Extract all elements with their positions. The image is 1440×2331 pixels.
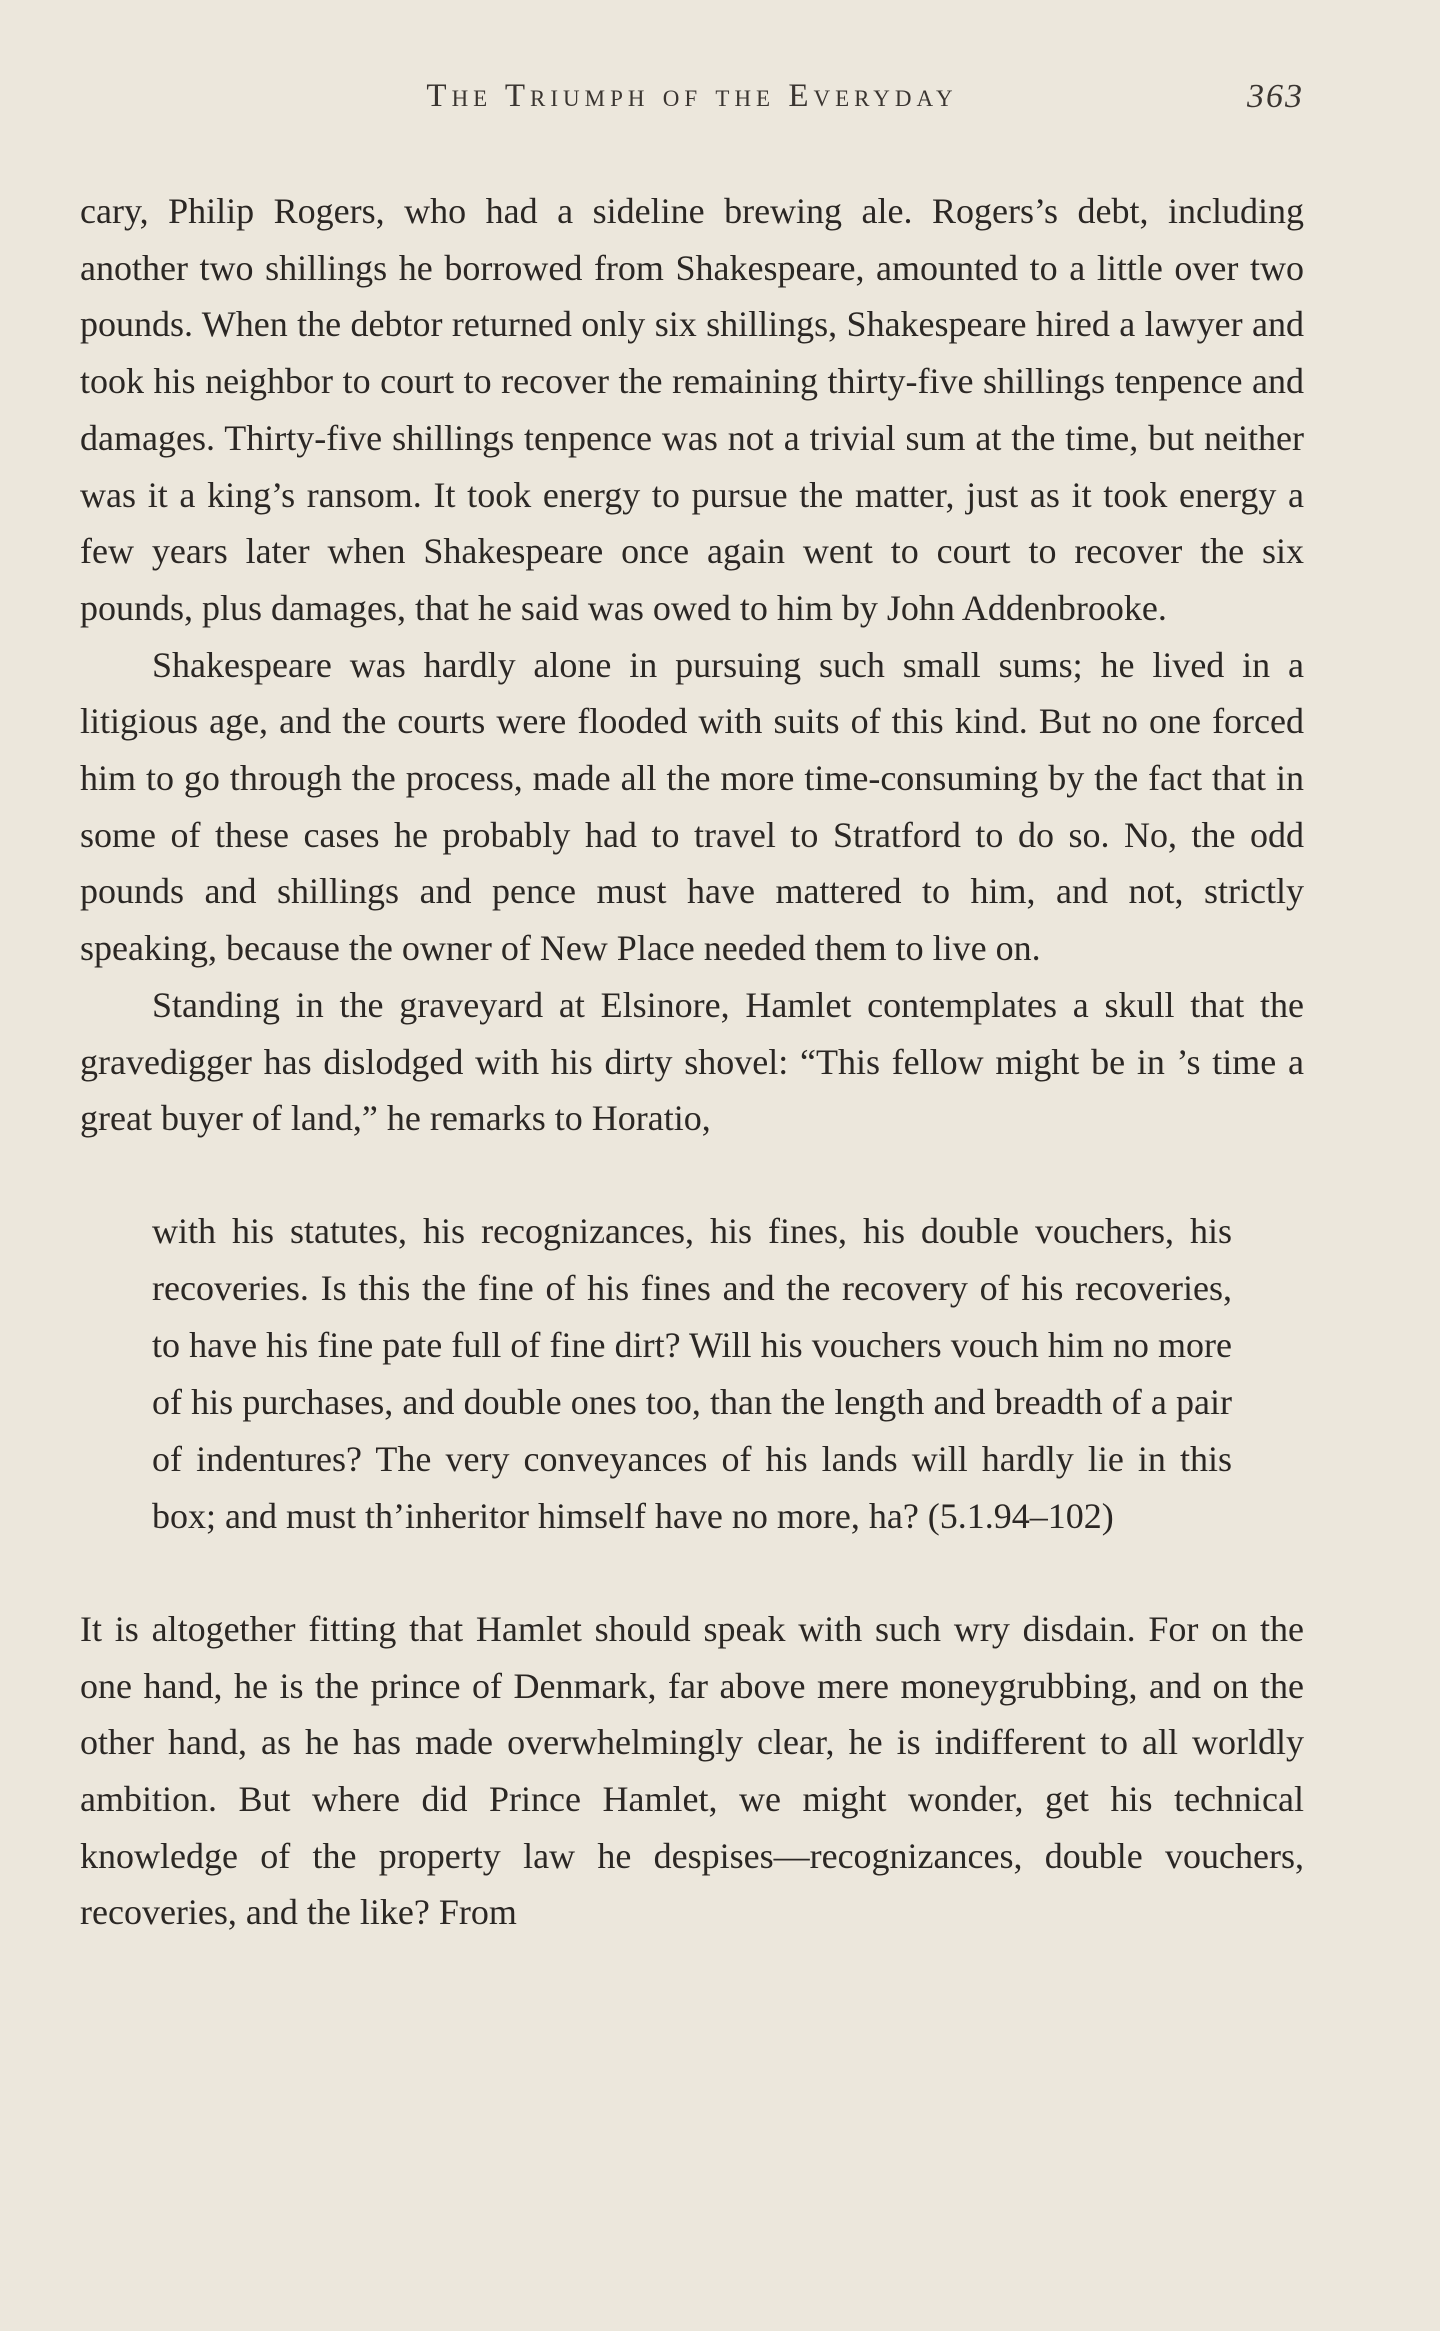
paragraph-continuation: cary, Philip Rogers, who had a sideline brewing ale. Rogers’s debt, including another two shillings he borrowed from Shakespeare, amounted to a little over two pounds. When the debtor returned only six shillings, Shakespeare hired a lawyer and took his neighbor to court to recover the remaining thirty-five shillings tenpence and damages. Thirty-five shillings tenpence was not a trivial sum at the time, but neither was it a king’s ransom. It took energy to pursue the matter, just as it took energy a few years later when Shakespeare once again went to court to recover the six pounds, plus damages, that he said was owed to him by John Addenbrooke. [80,191,1304,628]
paragraph-closing: It is altogether fitting that Hamlet should speak with such wry disdain. For on the one hand, he is the prince of Denmark, far above mere moneygrubbing, and on the other hand, as he has made overwhelmingly clear, he is indifferent to all worldly ambition. But where did Prince Hamlet, we might wonder, get his technical knowledge of the property law he despises—recognizances, double vouchers, recoveries, and the like? From [80,1608,1304,1933]
page-number: 363 [1247,78,1304,115]
running-head [80,78,1304,138]
paragraph-hamlet-graveyard: Standing in the graveyard at Elsinore, Hamlet contemplates a skull that the gravedigger has dislodged with his dirty shovel: “This fellow might be in ’s time a great buyer of land,” he remarks to Horatio, [80,984,1304,1139]
body-text [80,183,1304,1941]
paragraph-litigation: Shakespeare was hardly alone in pursuing such small sums; he lived in a litigious age, and the courts were flooded with suits of this kind. But no one forced him to go through the process, made all the more time-consuming by the fact that in some of these cases he probably had to travel to Stratford to do so. No, the odd pounds and shillings and pence must have mattered to him, and not, strictly speaking, because the owner of New Place needed them to live on. [80,644,1304,969]
running-title: The Triumph of the Everyday [426,78,958,114]
block-quote-hamlet: with his statutes, his recognizances, his fines, his double vouchers, his recoveries. Is this the fine of his fines and the recovery of his recoveries, to have his fine pate full of fine dirt? Will his vouchers vouch him no more of his purchases, and double ones too, than the length and breadth of a pair of indentures? The very conveyances of his lands will hardly lie in this box; and must th’inheritor himself have no more, ha? (5.1.94–102) [152,1210,1232,1536]
